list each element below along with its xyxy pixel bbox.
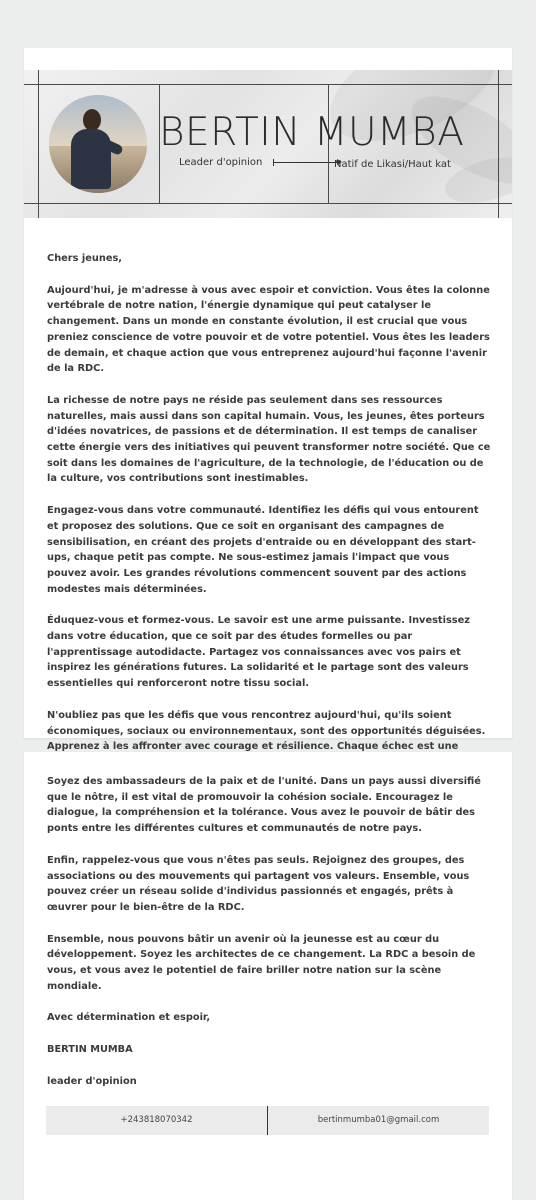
page-title: BERTIN MUMBA [159, 110, 465, 155]
header-band [24, 70, 512, 218]
paragraph: Aujourd'hui, je m'adresse à vous avec espoir et conviction. Vous êtes la colonne vertébrale de notre nation, l'énergie dynamique qui peut catalyser le changement. Dans un monde en constante évolution, il est crucial que vous preniez conscience de votre pouvoir et de votre potentiel. Vous êtes les leaders de demain, et chaque action que vous entreprenez aujourd'hui façonne l'avenir de la RDC. [47, 284, 490, 375]
paragraph: Soyez des ambassadeurs de la paix et de l'unité. Dans un pays aussi diversifié que le nôtre, il est vital de promouvoir la cohésion sociale. Encouragez le dialogue, la compréhension et la tolérance. Vous avez le pouvoir de bâtir des ponts entre les différentes cultures et communautés de notre pays. [47, 776, 481, 835]
frame-line-left [38, 70, 39, 218]
letter-page-1 [24, 48, 512, 753]
origin-label: Natif de Likasi/Haut kat [334, 159, 451, 170]
paragraph: La richesse de notre pays ne réside pas seulement dans ses ressources naturelles, mais aussi dans son capital humain. Vous, les jeunes, êtes porteurs d'idées novatrices, de passions et de détermination. Il est temps de canaliser cette énergie vers des initiatives qui peuvent transformer notre société. Que ce soit dans les domaines de l'agriculture, de la technologie, de l'éducation ou de la culture, vos contributions sont inestimables. [47, 394, 491, 485]
email-address[interactable]: bertinmumba01@gmail.com [317, 1115, 440, 1125]
frame-line-top [24, 84, 512, 85]
contact-footer [46, 1106, 489, 1135]
letter-page-2 [24, 752, 512, 1200]
letter-body-part-1 [47, 251, 491, 787]
frame-line-right [498, 70, 499, 218]
frame-line-bottom [24, 203, 512, 204]
signature-title: leader d'opinion [47, 1075, 137, 1087]
phone-number[interactable]: +243818070342 [120, 1115, 193, 1125]
closing: Avec détermination et espoir, [47, 1012, 211, 1024]
signature-name: BERTIN MUMBA [47, 1044, 133, 1056]
paragraph: Engagez-vous dans votre communauté. Identifiez les défis qui vous entourent et proposez des solutions. Que ce soit en organisant des campagnes de sensibilisation, en créant des projets d'entraide ou en développant des start-ups, chaque petit pas compte. Ne sous-estimez jamais l'impact que vous pouvez avoir. Les grandes révolutions commencent souvent par des actions modestes mais déterminées. [47, 505, 479, 595]
paragraph: Enfin, rappelez-vous que vous n'êtes pas seuls. Rejoignez des groupes, des associations ou des mouvements qui partagent vos valeurs. Ensemble, vous pouvez créer un réseau solide d'individus passionnés et engagés, prêts à œuvrer pour le bien-être de la RDC. [47, 854, 470, 913]
letter-body-part-2 [47, 774, 491, 1106]
paragraph: Ensemble, nous pouvons bâtir un avenir où la jeunesse est au cœur du développement. Soyez les architectes de ce changement. La RDC a besoin de vous, et vous avez le potentiel de faire briller notre nation sur la scène mondiale. [47, 933, 476, 992]
avatar [49, 95, 147, 193]
arrow-right-icon [273, 162, 341, 163]
paragraph: N'oubliez pas que les défis que vous rencontrez aujourd'hui, qu'ils soient économiques, sociaux ou environnementaux, sont des opportunités déguisées. Apprenez à les affronter avec courage et résilience. Chaque échec est une [47, 709, 486, 753]
paragraph: Éduquez-vous et formez-vous. Le savoir est une arme puissante. Investissez dans votre éducation, que ce soit par des études formelles ou par l'apprentissage autodidacte. Partagez vos connaissances avec vos pairs et inspirez les générations futures. La solidarité et le partage sont des valeurs essentielles qui renforceront notre tissu social. [47, 615, 470, 690]
salutation: Chers jeunes, [47, 253, 123, 264]
role-label: Leader d'opinion [179, 157, 263, 168]
